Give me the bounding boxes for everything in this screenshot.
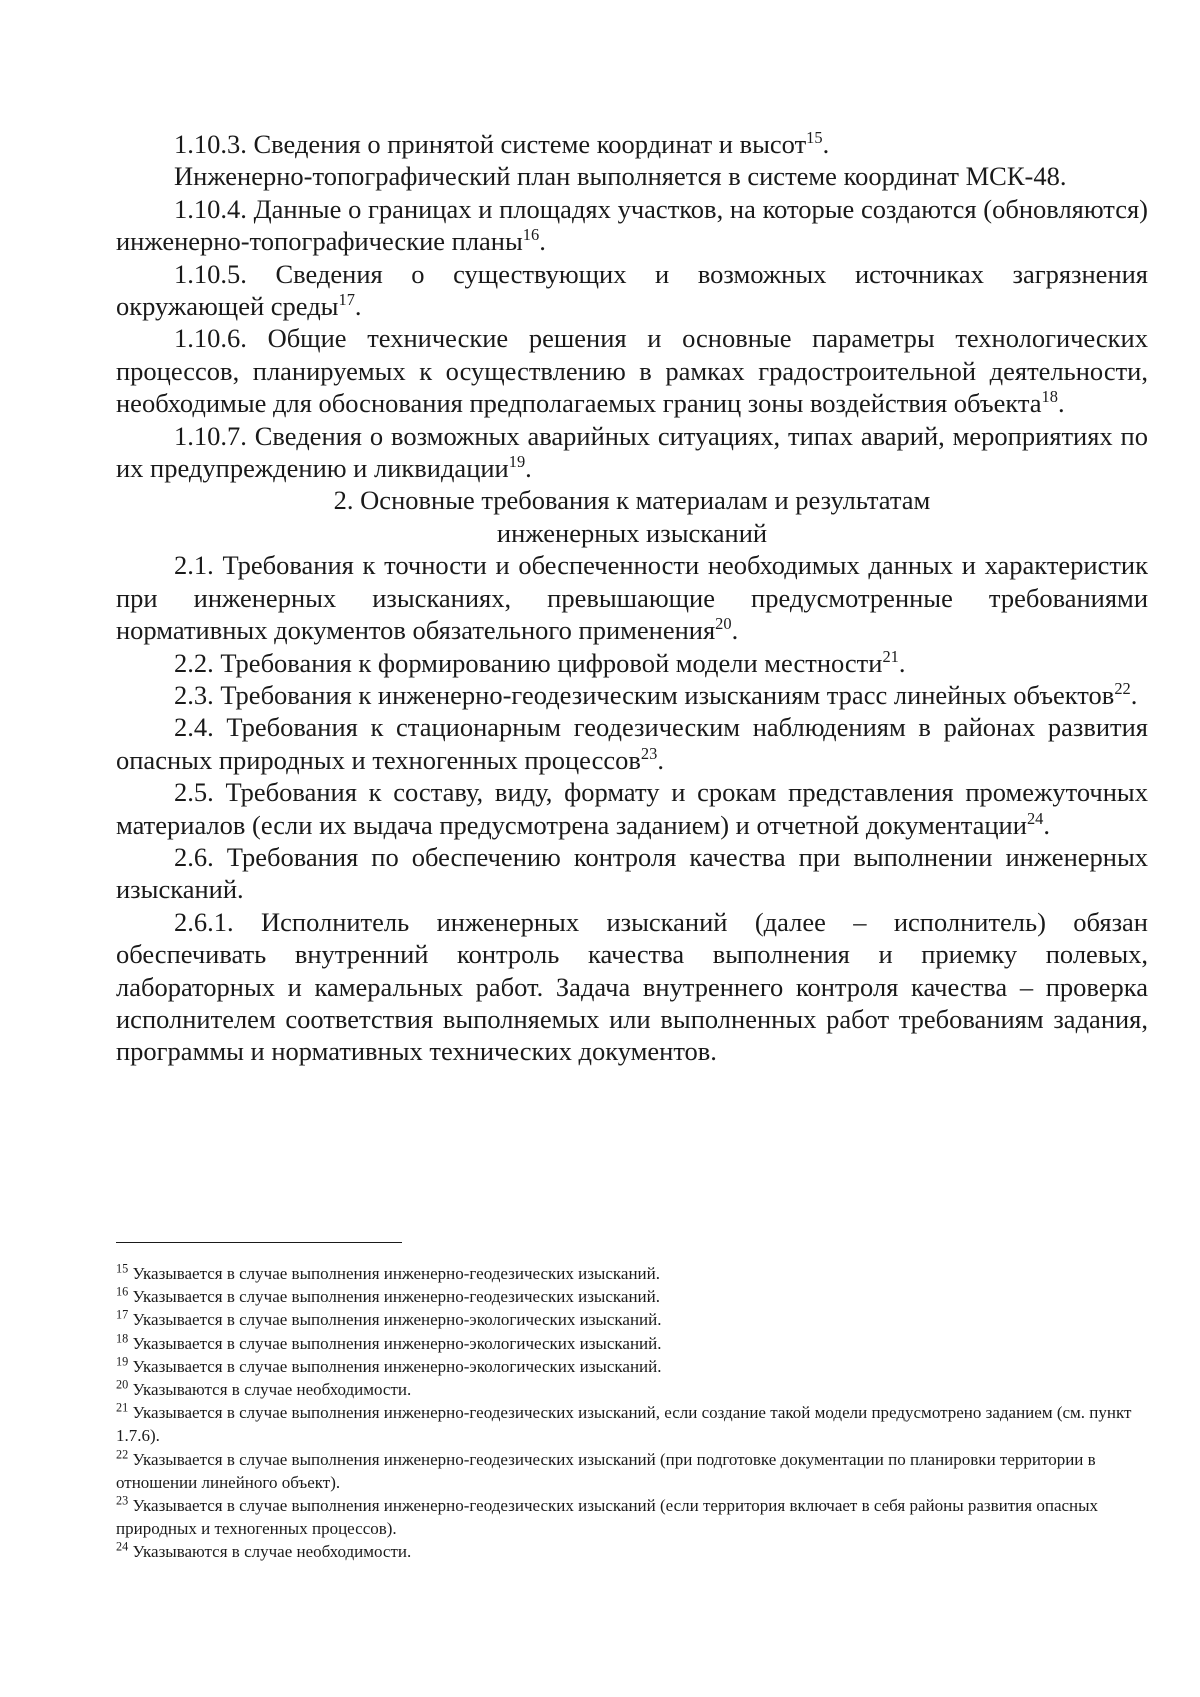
footnote-19: $^{19}$ Указывается в случае выполнения инженерно-экологических изысканий. [116,1354,662,1376]
footnote-separator [116,1242,402,1243]
paragraph-2-1: 2.1. Требования к точности и обеспеченности необходимых данных и характеристик при инженерных изысканиях, превышающие предусмотренные требованиями нормативных документов обязательного применения$^{20}$. [116,550,1148,646]
paragraph-2-4: 2.4. Требования к стационарным геодезическим наблюдениям в районах развития опасных природных и техногенных процессов$^{23}$. [116,712,1148,775]
footnote-17: $^{17}$ Указывается в случае выполнения инженерно-экологических изысканий. [116,1307,662,1330]
footnote-ref-23[interactable]: 23 [640,743,658,763]
paragraph-1-10-7: 1.10.7. Сведения о возможных аварийных ситуациях, типах аварий, мероприятиях по их предупреждению и ликвидации$^{19}$. [116,420,1148,484]
footnote-ref-24[interactable]: 24 [1026,808,1044,828]
footnote-23: $^{23}$ Указывается в случае выполнения инженерно-геодезических изысканий (если территория включает в себя районы развития опасных природных и техногенных процессов). [116,1493,1099,1539]
footnote-ref-22[interactable]: 22 [1114,679,1131,699]
footnote-ref-15[interactable]: 15 [806,128,823,148]
paragraph-1-10-6: 1.10.6. Общие технические решения и основные параметры технологических процессов, планируемых к осуществлению в рамках градостроительной деятельности, необходимые для обоснования предполагаемых границ зоны воздействия объекта$^{18}$. [116,323,1148,419]
paragraph-coordinate-system: Инженерно-топографический план выполняется в системе координат МСК-48. [174,161,1067,192]
paragraph-1-10-5: 1.10.5. Сведения о существующих и возможных источниках загрязнения окружающей среды$^{17}$. [116,258,1148,322]
footnote-22: $^{22}$ Указывается в случае выполнения инженерно-геодезических изысканий (при подготовке документации по планировки территории в отношении линейного объект). [116,1446,1096,1492]
footnote-ref-16[interactable]: 16 [522,225,540,245]
paragraph-2-5: 2.5. Требования к составу, виду, формату и срокам представления промежуточных материалов (если их выдача предусмотрена заданием) и отчетной документации$^{24}$. [116,777,1148,840]
footnote-16: $^{16}$ Указывается в случае выполнения инженерно-геодезических изысканий. [116,1284,660,1307]
footnote-ref-17[interactable]: 17 [338,290,355,310]
body-text [116,128,1148,1068]
section-heading: 2. Основные требования к материалам и результатам инженерных изысканий [333,485,931,548]
paragraph-2-6-1: 2.6.1. Исполнитель инженерных изысканий (далее – исполнитель) обязан обеспечивать внутренний контроль качества выполнения и приемку полевых, лабораторных и камеральных работ. Задача внутреннего контроля качества – проверка исполнителем соответствия выполняемых или выполненных работ требованиям задания, программы и нормативных технических документов. [116,906,1148,1067]
footnote-ref-18[interactable]: 18 [1041,387,1058,407]
footnotes [116,1262,1148,1564]
footnote-21: $^{21}$ Указывается в случае выполнения инженерно-геодезических изысканий, если создание такой модели предусмотрено заданием (см. пункт 1.7.6). [116,1400,1132,1446]
footnote-24: $^{24}$ Указываются в случае необходимости. [116,1539,412,1562]
paragraph-2-2: 2.2. Требования к формированию цифровой модели местности$^{21}$. [174,646,906,678]
footnote-20: $^{20}$ Указываются в случае необходимости. [116,1377,412,1400]
footnote-ref-20[interactable]: 20 [715,614,732,634]
footnote-18: $^{18}$ Указывается в случае выполнения инженерно-экологических изысканий. [116,1330,662,1353]
footnote-15: $^{15}$ Указывается в случае выполнения инженерно-геодезических изысканий. [116,1261,660,1283]
paragraph-2-6: 2.6. Требования по обеспечению контроля качества при выполнении инженерных изысканий. [116,841,1148,905]
footnote-ref-19[interactable]: 19 [508,452,526,472]
paragraph-1-10-4: 1.10.4. Данные о границах и площадях участков, на которые создаются (обновляются) инженерно-топографические планы$^{16}$. [116,193,1148,257]
paragraph-2-3: 2.3. Требования к инженерно-геодезическим изысканиям трасс линейных объектов$^{22}$. [174,679,1138,710]
paragraph-1-10-3: 1.10.3. Сведения о принятой системе координат и высот$^{15}$. [174,128,830,159]
footnote-ref-21[interactable]: 21 [882,646,899,666]
